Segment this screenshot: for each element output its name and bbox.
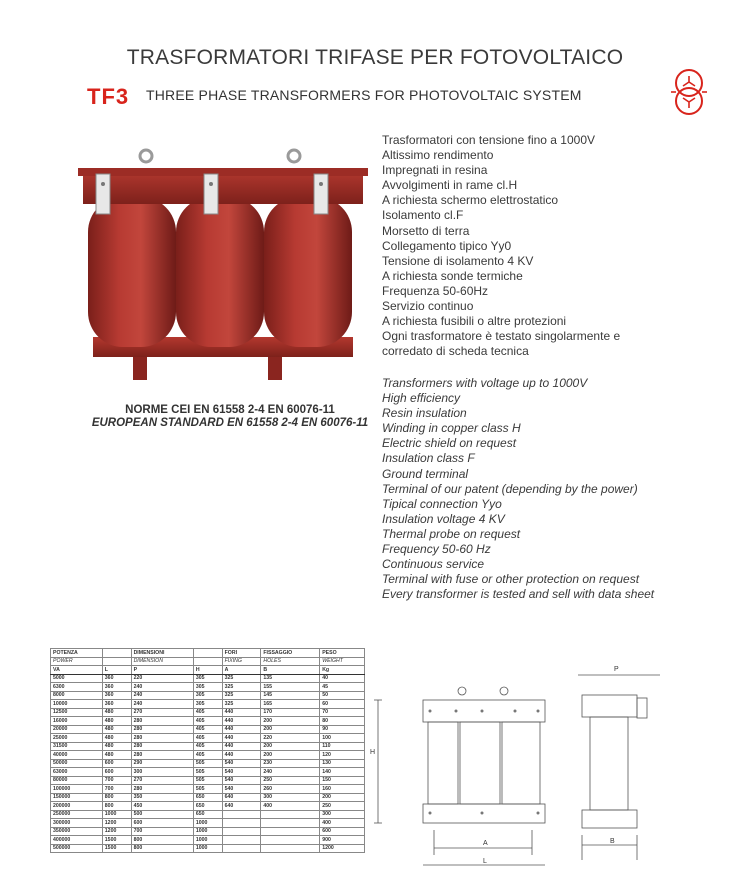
- table-cell: 400000: [51, 836, 103, 845]
- table-cell: 300: [261, 793, 320, 802]
- feature-it-item: Avvolgimenti in rame cl.H: [382, 178, 518, 193]
- table-cell: 405: [193, 751, 222, 760]
- table-cell: 405: [193, 742, 222, 751]
- table-cell: POTENZA: [51, 649, 103, 658]
- table-cell: VA: [51, 666, 103, 675]
- table-cell: 135: [261, 674, 320, 683]
- table-cell: 200: [261, 717, 320, 726]
- table-cell: 400: [261, 802, 320, 811]
- table-cell: 600: [131, 819, 193, 828]
- table-cell: 200: [261, 751, 320, 760]
- page-title: TRASFORMATORI TRIFASE PER FOTOVOLTAICO: [126, 46, 624, 69]
- table-cell: 405: [193, 734, 222, 743]
- table-cell: [261, 844, 320, 853]
- table-cell: 800: [102, 793, 131, 802]
- table-cell: 1000: [193, 819, 222, 828]
- table-cell: FISSAGGIO: [261, 649, 320, 658]
- transformer-symbol-icon: [670, 68, 708, 116]
- feature-en-item: Terminal of our patent (depending by the power): [382, 481, 638, 496]
- table-cell: 290: [131, 759, 193, 768]
- table-cell: H: [193, 666, 222, 675]
- norms-it: NORME CEI EN 61558 2-4 EN 60076-11: [125, 404, 335, 416]
- table-cell: 305: [193, 691, 222, 700]
- table-cell: 440: [222, 717, 261, 726]
- table-cell: 130: [320, 759, 365, 768]
- feature-en-item: Winding in copper class H: [382, 421, 521, 436]
- table-cell: 80000: [51, 776, 103, 785]
- table-cell: 145: [261, 691, 320, 700]
- table-cell: 165: [261, 700, 320, 709]
- table-cell: 540: [222, 776, 261, 785]
- table-cell: WEIGHT: [320, 657, 365, 666]
- table-cell: 230: [261, 759, 320, 768]
- table-cell: [261, 810, 320, 819]
- table-cell: 800: [131, 844, 193, 853]
- dim-p-label: P: [614, 666, 619, 673]
- table-row: [51, 751, 365, 760]
- table-cell: [261, 819, 320, 828]
- table-cell: 140: [320, 768, 365, 777]
- feature-it-item: A richiesta fusibili o altre protezioni: [382, 314, 567, 329]
- table-cell: POWER: [51, 657, 103, 666]
- table-cell: 8000: [51, 691, 103, 700]
- table-cell: [102, 649, 131, 658]
- table-cell: 280: [131, 785, 193, 794]
- table-cell: 350: [131, 793, 193, 802]
- table-cell: 360: [102, 683, 131, 692]
- table-row: [51, 776, 365, 785]
- table-cell: 270: [131, 776, 193, 785]
- table-cell: 160: [320, 785, 365, 794]
- table-cell: 1000: [193, 827, 222, 836]
- table-cell: 250000: [51, 810, 103, 819]
- table-cell: 25000: [51, 734, 103, 743]
- table-cell: 200: [261, 742, 320, 751]
- table-row: [51, 683, 365, 692]
- table-cell: 350000: [51, 827, 103, 836]
- table-cell: 440: [222, 751, 261, 760]
- table-cell: 250: [261, 776, 320, 785]
- table-row: [51, 725, 365, 734]
- table-cell: 1200: [320, 844, 365, 853]
- table-cell: 700: [131, 827, 193, 836]
- table-cell: 280: [131, 717, 193, 726]
- table-cell: 600: [102, 768, 131, 777]
- table-cell: 220: [261, 734, 320, 743]
- table-cell: 10000: [51, 700, 103, 709]
- table-header-row: [51, 666, 365, 675]
- table-row: [51, 691, 365, 700]
- table-cell: 200000: [51, 802, 103, 811]
- table-cell: 325: [222, 674, 261, 683]
- feature-it-item: Tensione di isolamento 4 KV: [382, 253, 534, 268]
- table-cell: DIMENSION: [131, 657, 193, 666]
- table-cell: 240: [131, 683, 193, 692]
- table-row: [51, 674, 365, 683]
- table-cell: [261, 836, 320, 845]
- table-cell: Kg: [320, 666, 365, 675]
- table-cell: 90: [320, 725, 365, 734]
- table-cell: 600: [102, 759, 131, 768]
- table-cell: 240: [131, 700, 193, 709]
- table-cell: 270: [131, 708, 193, 717]
- front-view-drawing: [370, 680, 550, 875]
- feature-it-item: Isolamento cl.F: [382, 208, 464, 223]
- table-cell: 440: [222, 734, 261, 743]
- feature-en-item: Frequency 50-60 Hz: [382, 542, 491, 557]
- feature-it-item: Morsetto di terra: [382, 223, 470, 238]
- table-cell: [102, 657, 131, 666]
- table-cell: 640: [222, 802, 261, 811]
- table-cell: 650: [193, 810, 222, 819]
- table-cell: 1200: [102, 819, 131, 828]
- table-cell: 650: [193, 793, 222, 802]
- table-cell: 70: [320, 708, 365, 717]
- feature-en-item: Transformers with voltage up to 1000V: [382, 376, 588, 390]
- table-cell: 1000: [193, 836, 222, 845]
- table-cell: FORI: [222, 649, 261, 658]
- feature-it-item: Servizio continuo: [382, 299, 474, 314]
- feature-it-item: A richiesta schermo elettrostatico: [382, 193, 559, 208]
- table-cell: 650: [193, 802, 222, 811]
- table-cell: 505: [193, 768, 222, 777]
- table-cell: 200: [320, 793, 365, 802]
- table-cell: 900: [320, 836, 365, 845]
- table-cell: [222, 836, 261, 845]
- table-row: [51, 844, 365, 853]
- table-cell: 540: [222, 759, 261, 768]
- feature-it-item: Collegamento tipico Yy0: [382, 238, 512, 253]
- table-cell: [222, 827, 261, 836]
- table-cell: L: [102, 666, 131, 675]
- feature-en-item: Continuous service: [382, 557, 485, 572]
- table-cell: 360: [102, 691, 131, 700]
- table-cell: 150000: [51, 793, 103, 802]
- table-cell: 50: [320, 691, 365, 700]
- table-cell: 280: [131, 734, 193, 743]
- table-cell: 1500: [102, 836, 131, 845]
- table-cell: 280: [131, 742, 193, 751]
- table-cell: 480: [102, 717, 131, 726]
- side-view-drawing: [570, 660, 670, 860]
- table-row: [51, 785, 365, 794]
- table-row: [51, 810, 365, 819]
- table-cell: 100000: [51, 785, 103, 794]
- table-cell: 405: [193, 708, 222, 717]
- table-cell: A: [222, 666, 261, 675]
- feature-en-item: Terminal with fuse or other protection on request: [382, 572, 640, 587]
- table-cell: 305: [193, 700, 222, 709]
- table-cell: 700: [102, 776, 131, 785]
- table-cell: 700: [102, 785, 131, 794]
- table-cell: 440: [222, 708, 261, 717]
- table-cell: P: [131, 666, 193, 675]
- table-cell: 480: [102, 708, 131, 717]
- table-cell: 325: [222, 700, 261, 709]
- table-cell: PESO: [320, 649, 365, 658]
- table-cell: 305: [193, 683, 222, 692]
- table-cell: 16000: [51, 717, 103, 726]
- table-cell: [193, 649, 222, 658]
- table-cell: 440: [222, 725, 261, 734]
- table-cell: [222, 819, 261, 828]
- table-cell: 405: [193, 717, 222, 726]
- table-cell: B: [261, 666, 320, 675]
- table-row: [51, 700, 365, 709]
- page-subtitle: THREE PHASE TRANSFORMERS FOR PHOTOVOLTAIC SYSTEM: [146, 87, 582, 103]
- dim-b-label: B: [610, 838, 615, 845]
- table-row: [51, 819, 365, 828]
- table-row: [51, 793, 365, 802]
- table-row: [51, 802, 365, 811]
- table-cell: 150: [320, 776, 365, 785]
- table-cell: [193, 657, 222, 666]
- feature-en-item: High efficiency: [382, 391, 461, 406]
- product-code: TF3: [87, 84, 130, 109]
- table-cell: 300: [131, 768, 193, 777]
- table-cell: 1000: [102, 810, 131, 819]
- table-cell: 305: [193, 674, 222, 683]
- feature-en-item: Insulation voltage 4 KV: [382, 511, 505, 526]
- feature-en-item: Electric shield on request: [382, 436, 517, 451]
- table-cell: 60: [320, 700, 365, 709]
- table-cell: 500000: [51, 844, 103, 853]
- table-cell: 405: [193, 725, 222, 734]
- table-cell: 540: [222, 768, 261, 777]
- feature-en-item: Ground terminal: [382, 466, 469, 481]
- table-cell: FIXING: [222, 657, 261, 666]
- table-cell: 800: [131, 836, 193, 845]
- table-cell: 40000: [51, 751, 103, 760]
- table-cell: [222, 810, 261, 819]
- table-cell: 540: [222, 785, 261, 794]
- table-cell: 800: [102, 802, 131, 811]
- table-cell: [222, 844, 261, 853]
- table-header-row: [51, 649, 365, 658]
- table-cell: 240: [261, 768, 320, 777]
- feature-it-item: Altissimo rendimento: [382, 148, 494, 163]
- table-cell: 480: [102, 742, 131, 751]
- feature-it-item: Trasformatori con tensione fino a 1000V: [382, 133, 596, 147]
- feature-en-item: Insulation class F: [382, 451, 475, 466]
- feature-it-item: Ogni trasformatore è testato singolarmente e: [382, 329, 621, 344]
- table-cell: DIMENSIONI: [131, 649, 193, 658]
- table-cell: 400: [320, 819, 365, 828]
- features-list-en: [382, 376, 654, 602]
- table-cell: 155: [261, 683, 320, 692]
- table-cell: 450: [131, 802, 193, 811]
- table-cell: 200: [261, 725, 320, 734]
- table-cell: 250: [320, 802, 365, 811]
- table-cell: 300: [320, 810, 365, 819]
- transformer-photo: [78, 142, 368, 387]
- table-cell: HOLES: [261, 657, 320, 666]
- table-cell: 80: [320, 717, 365, 726]
- feature-en-item: Tipical connection Yyo: [382, 496, 502, 511]
- table-cell: 500: [131, 810, 193, 819]
- table-cell: 45: [320, 683, 365, 692]
- table-cell: 110: [320, 742, 365, 751]
- dim-a-label: A: [483, 840, 488, 847]
- table-cell: 640: [222, 793, 261, 802]
- table-cell: 440: [222, 742, 261, 751]
- dim-l-label: L: [483, 858, 487, 865]
- table-cell: 280: [131, 725, 193, 734]
- table-row: [51, 717, 365, 726]
- table-header-row: [51, 657, 365, 666]
- table-cell: 220: [131, 674, 193, 683]
- table-row: [51, 836, 365, 845]
- table-cell: 600: [320, 827, 365, 836]
- table-cell: 260: [261, 785, 320, 794]
- specs-table: [50, 648, 365, 853]
- table-cell: 240: [131, 691, 193, 700]
- table-cell: 360: [102, 674, 131, 683]
- table-cell: 50000: [51, 759, 103, 768]
- table-cell: 5000: [51, 674, 103, 683]
- table-row: [51, 827, 365, 836]
- table-cell: 480: [102, 751, 131, 760]
- table-cell: 6300: [51, 683, 103, 692]
- norms-en: EUROPEAN STANDARD EN 61558 2-4 EN 60076-11: [91, 417, 369, 429]
- table-cell: 505: [193, 785, 222, 794]
- table-cell: 31500: [51, 742, 103, 751]
- table-cell: 40: [320, 674, 365, 683]
- feature-it-item: Frequenza 50-60Hz: [382, 283, 489, 298]
- table-row: [51, 708, 365, 717]
- table-cell: 63000: [51, 768, 103, 777]
- table-cell: 1200: [102, 827, 131, 836]
- table-row: [51, 742, 365, 751]
- table-row: [51, 759, 365, 768]
- feature-en-item: Every transformer is tested and sell with data sheet: [382, 587, 655, 602]
- table-cell: 300000: [51, 819, 103, 828]
- table-cell: [261, 827, 320, 836]
- features-list-it: [382, 133, 620, 359]
- feature-en-item: Thermal probe on request: [382, 526, 521, 541]
- table-row: [51, 768, 365, 777]
- table-cell: 325: [222, 691, 261, 700]
- norms-block: [60, 404, 400, 430]
- table-cell: 325: [222, 683, 261, 692]
- table-cell: 360: [102, 700, 131, 709]
- table-cell: 1500: [102, 844, 131, 853]
- table-cell: 100: [320, 734, 365, 743]
- table-cell: 280: [131, 751, 193, 760]
- table-cell: 12500: [51, 708, 103, 717]
- dim-h-label: H: [370, 749, 376, 756]
- feature-en-item: Resin insulation: [382, 406, 467, 421]
- table-cell: 120: [320, 751, 365, 760]
- table-cell: 170: [261, 708, 320, 717]
- table-cell: 1000: [193, 844, 222, 853]
- table-cell: 505: [193, 759, 222, 768]
- table-cell: 480: [102, 725, 131, 734]
- feature-it-item: corredato di scheda tecnica: [382, 344, 529, 359]
- table-cell: 20000: [51, 725, 103, 734]
- table-cell: 480: [102, 734, 131, 743]
- feature-it-item: A richiesta sonde termiche: [382, 268, 523, 283]
- table-row: [51, 734, 365, 743]
- table-cell: 505: [193, 776, 222, 785]
- feature-it-item: Impregnati in resina: [382, 163, 488, 178]
